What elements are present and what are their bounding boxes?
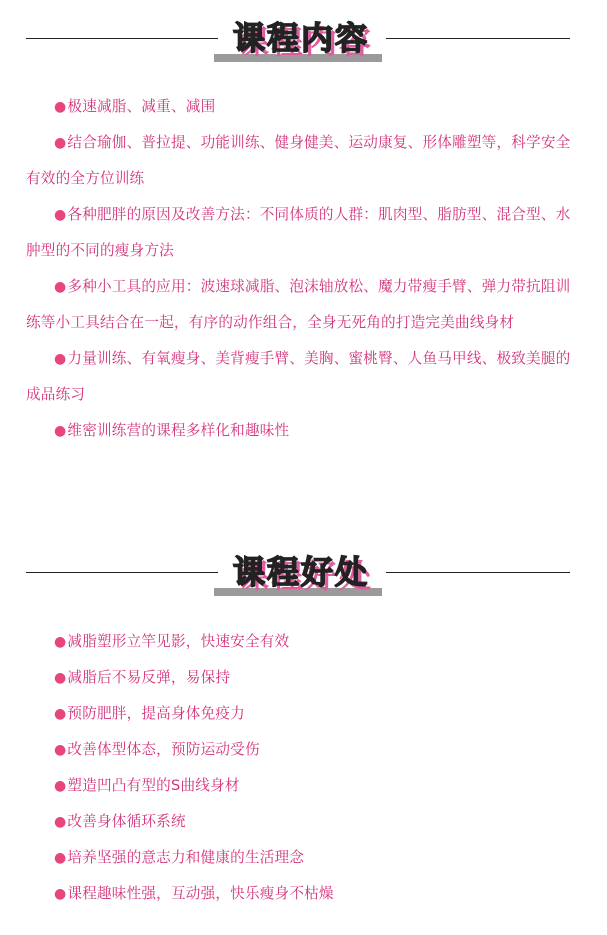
bullet-icon: ● xyxy=(54,778,67,794)
list-item: ●培养坚强的意志力和健康的生活理念 xyxy=(54,849,305,866)
bullet-icon: ● xyxy=(54,279,67,295)
list-item: ●多种小工具的应用：波速球减脂、泡沫轴放松、魔力带瘦手臂、弹力带抗阻训练等小工具结合在一起，有序的动作组合，全身无死角的打造完美曲线身材 xyxy=(26,278,571,331)
list-item: ●改善体型体态，预防运动受伤 xyxy=(54,741,260,758)
bullet-icon: ● xyxy=(54,99,67,115)
section-header-course-benefits xyxy=(0,550,607,610)
bullet-icon: ● xyxy=(54,670,67,686)
bullet-icon: ● xyxy=(54,634,67,650)
bullet-icon: ● xyxy=(54,886,67,902)
list-item: ●改善身体循环系统 xyxy=(54,813,186,830)
list-item: ●力量训练、有氧瘦身、美背瘦手臂、美胸、蜜桃臀、人鱼马甲线、极致美腿的成品练习 xyxy=(26,350,571,403)
section-title: 课程内容 xyxy=(232,19,369,57)
divider-line-right xyxy=(386,572,570,573)
divider-line-left xyxy=(26,572,218,573)
bullet-icon: ● xyxy=(54,706,67,722)
list-item: ●课程趣味性强，互动强，快乐瘦身不枯燥 xyxy=(54,885,334,902)
list-item: ●各种肥胖的原因及改善方法：不同体质的人群：肌肉型、脂肪型、混合型、水肿型的不同的瘦身方法 xyxy=(26,206,571,259)
list-item: ●维密训练营的课程多样化和趣味性 xyxy=(54,422,290,439)
list-item: ●塑造凹凸有型的S曲线身材 xyxy=(54,777,240,794)
section-title: 课程好处 xyxy=(232,553,369,591)
course-benefits-list xyxy=(26,624,574,912)
list-item: ●减脂塑形立竿见影，快速安全有效 xyxy=(54,633,290,650)
list-item: ●极速减脂、减重、减围 xyxy=(54,98,216,115)
course-content-list xyxy=(26,89,574,449)
divider-line-right xyxy=(386,38,570,39)
section-header-course-content xyxy=(0,16,607,76)
list-item: ●预防肥胖，提高身体免疫力 xyxy=(54,705,245,722)
bullet-icon: ● xyxy=(54,850,67,866)
list-item: ●减脂后不易反弹，易保持 xyxy=(54,669,231,686)
list-item: ●结合瑜伽、普拉提、功能训练、健身健美、运动康复、形体雕塑等，科学安全有效的全方位训练 xyxy=(26,134,571,187)
bullet-icon: ● xyxy=(54,742,67,758)
bullet-icon: ● xyxy=(54,135,67,151)
bullet-icon: ● xyxy=(54,207,67,223)
divider-line-left xyxy=(26,38,218,39)
bullet-icon: ● xyxy=(54,351,67,367)
bullet-icon: ● xyxy=(54,423,67,439)
bullet-icon: ● xyxy=(54,814,67,830)
